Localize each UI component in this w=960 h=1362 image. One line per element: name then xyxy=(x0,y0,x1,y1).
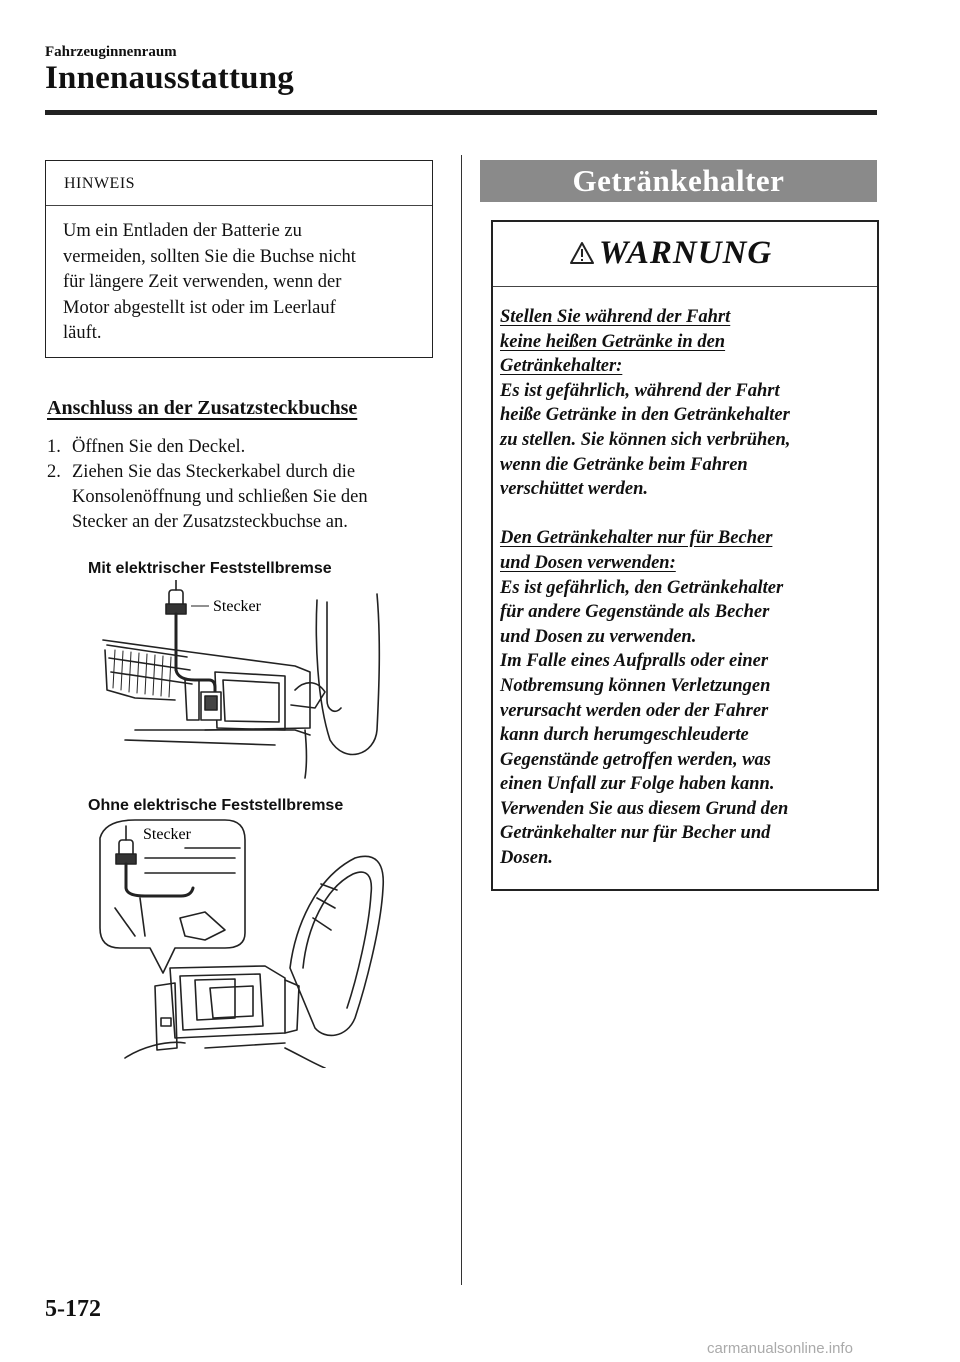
warning-line: verursacht werden oder der Fahrer xyxy=(500,700,769,721)
watermark-link[interactable]: carmanualsonline.info xyxy=(707,1340,853,1357)
plug-label: Stecker xyxy=(213,598,261,615)
warning-line: Verwenden Sie aus diesem Grund den xyxy=(500,798,789,819)
warning-subtitle: keine heißen Getränke in den xyxy=(500,331,726,352)
note-line: Um ein Entladen der Batterie zu xyxy=(63,221,302,241)
console-illustration-without-brake xyxy=(85,818,405,1068)
step-line: Ziehen Sie das Steckerkabel durch die xyxy=(72,462,356,482)
warning-box xyxy=(491,220,879,891)
step-number: 1. xyxy=(47,437,61,457)
note-text xyxy=(63,219,423,347)
note-line: für längere Zeit verwenden, wenn der xyxy=(63,272,342,292)
cupholder-title: Getränkehalter xyxy=(572,163,785,198)
plug-label: Stecker xyxy=(143,826,191,843)
step-number: 2. xyxy=(47,462,61,482)
warning-line: wenn die Getränke beim Fahren xyxy=(500,454,748,475)
warning-line: verschüttet werden. xyxy=(500,479,648,500)
note-box xyxy=(45,160,433,358)
title-rule xyxy=(45,110,877,115)
warning-line: für andere Gegenstände als Becher xyxy=(500,602,770,623)
warning-line: heiße Getränke in den Getränkehalter xyxy=(500,405,790,426)
step-text xyxy=(72,460,442,535)
note-line: vermeiden, sollten Sie die Buchse nicht xyxy=(63,246,356,267)
warning-line: Es ist gefährlich, während der Fahrt xyxy=(500,380,780,401)
step-2 xyxy=(47,460,442,535)
warning-header xyxy=(493,222,877,287)
column-divider xyxy=(461,155,462,1285)
step-line: Konsolenöffnung und schließen Sie den xyxy=(72,487,368,507)
warning-line: Getränkehalter nur für Becher und xyxy=(500,823,771,844)
warning-line: einen Unfall zur Folge haben kann. xyxy=(500,774,775,795)
cupholder-banner xyxy=(480,160,877,202)
console-illustration-with-brake xyxy=(95,580,395,780)
warning-triangle-icon xyxy=(569,241,595,265)
warning-line: Dosen. xyxy=(500,848,553,869)
page-title: Innenausstattung xyxy=(45,60,294,96)
warning-line: Gegenstände getroffen werden, was xyxy=(500,749,771,770)
step-1 xyxy=(47,435,245,460)
note-heading: HINWEIS xyxy=(64,175,136,192)
connect-heading: Anschluss an der Zusatzsteckbuchse xyxy=(47,397,358,419)
step-line: Stecker an der Zusatzsteckbuchse an. xyxy=(72,512,348,532)
warning-line: Es ist gefährlich, den Getränkehalter xyxy=(500,577,784,598)
section-label: Fahrzeuginnenraum xyxy=(45,44,177,60)
warning-line: Im Falle eines Aufpralls oder einer xyxy=(500,651,769,672)
note-line: Motor abgestellt ist oder im Leerlauf xyxy=(63,297,336,318)
warning-subtitle: Den Getränkehalter nur für Becher xyxy=(500,528,773,549)
figure-caption-with-brake: Mit elektrischer Feststellbremse xyxy=(88,560,332,577)
note-header xyxy=(46,161,432,206)
step-text: Öffnen Sie den Deckel. xyxy=(72,437,246,457)
warning-line: zu stellen. Sie können sich verbrühen, xyxy=(500,429,791,450)
page-number: 5-172 xyxy=(45,1296,101,1322)
warning-heading: WARNUNG xyxy=(599,235,773,271)
warning-line: kann durch herumgeschleuderte xyxy=(500,725,749,746)
warning-line: Notbremsung können Verletzungen xyxy=(500,675,771,696)
warning-line: und Dosen zu verwenden. xyxy=(500,626,697,647)
warning-subtitle: Stellen Sie während der Fahrt xyxy=(500,307,731,327)
warning-subtitle: Getränkehalter: xyxy=(500,356,623,377)
warning-body xyxy=(500,305,870,871)
note-line: läuft. xyxy=(63,323,102,343)
paragraph-gap xyxy=(500,502,870,527)
warning-subtitle: und Dosen verwenden: xyxy=(500,552,676,573)
figure-caption-without-brake: Ohne elektrische Feststellbremse xyxy=(88,797,344,814)
